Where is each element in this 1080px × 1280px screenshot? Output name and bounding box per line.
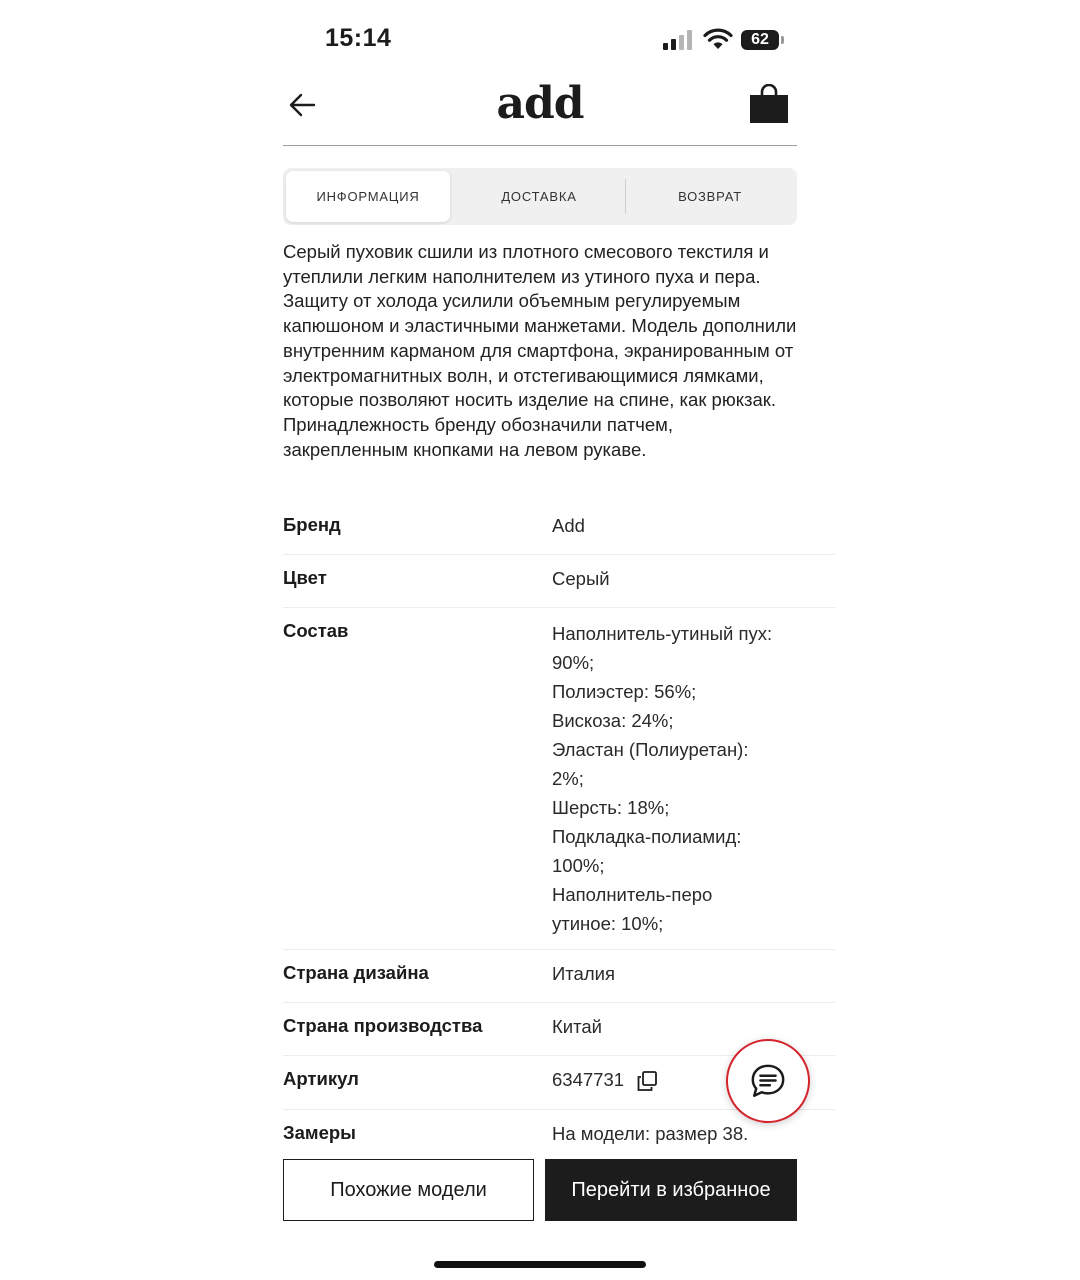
product-description: Серый пуховик сшили из плотного смесового текстиля и утеплили легким наполнителем из утиного пуха и пера. Защиту от холода усилили объемным регулируемым капюшоном и эластичными манжетами. Модель дополнили внутренним карманом для смартфона, экранированным от электромагнитных волн, и отстегивающимися лямками, которые позволяют носить изделие на спине, как рюкзак. Принадлежность бренду обозначили патчем, закрепленным кнопками на левом рукаве. — [283, 241, 797, 460]
battery-indicator: 62 — [741, 30, 779, 50]
composition-line: 100%; — [552, 855, 605, 876]
spec-row-composition — [283, 608, 835, 950]
spec-row-color — [283, 555, 835, 608]
tab-return[interactable]: ВОЗВРАТ — [678, 189, 742, 204]
composition-line: Полиэстер: 56%; — [552, 681, 697, 702]
go-to-favorites-button[interactable]: Перейти в избранное — [545, 1159, 797, 1221]
composition-line: 2%; — [552, 768, 584, 789]
spec-row-brand — [283, 502, 835, 555]
spec-key: Состав — [283, 620, 349, 641]
info-tabs — [283, 168, 797, 225]
chat-button[interactable] — [726, 1039, 810, 1123]
composition-line: Шерсть: 18%; — [552, 797, 670, 818]
composition-line: 90%; — [552, 652, 595, 673]
spec-key: Бренд — [283, 514, 341, 535]
spec-value: Add — [552, 515, 585, 536]
wifi-icon — [703, 27, 733, 51]
spec-key: Страна производства — [283, 1015, 483, 1036]
composition-line: Эластан (Полиуретан): — [552, 739, 749, 760]
composition-line: Наполнитель-утиный пух: — [552, 623, 773, 644]
copy-icon[interactable] — [636, 1070, 658, 1092]
tab-delivery[interactable]: ДОСТАВКА — [501, 189, 577, 204]
spec-key: Страна дизайна — [283, 962, 429, 983]
battery-tip — [781, 36, 784, 44]
cellular-signal-icon — [663, 30, 695, 50]
composition-line: Подкладка-полиамид: — [552, 826, 742, 847]
composition-line: утиное: 10%; — [552, 913, 664, 934]
spec-value-composition — [552, 619, 802, 938]
spec-value: Серый — [552, 568, 610, 589]
spec-value: Китай — [552, 1016, 602, 1037]
chat-bubble-icon — [749, 1062, 787, 1100]
similar-models-button[interactable]: Похожие модели — [283, 1159, 534, 1221]
home-indicator[interactable] — [434, 1261, 646, 1268]
spec-key: Артикул — [283, 1068, 359, 1089]
shopping-bag-icon[interactable] — [748, 84, 790, 124]
composition-line: Вискоза: 24%; — [552, 710, 674, 731]
status-time: 15:14 — [325, 24, 392, 52]
spec-row-design-country — [283, 950, 835, 1003]
composition-line: Наполнитель-перо — [552, 884, 713, 905]
header-divider — [283, 145, 797, 146]
spec-value: На модели: размер 38. — [552, 1123, 749, 1144]
spec-key: Цвет — [283, 567, 327, 588]
tab-information[interactable]: ИНФОРМАЦИЯ — [286, 171, 450, 222]
article-number: 6347731 — [552, 1069, 625, 1090]
spec-value: Италия — [552, 963, 615, 984]
arrow-left-icon[interactable] — [286, 88, 320, 122]
spec-key: Замеры — [283, 1122, 356, 1143]
brand-logo[interactable]: add — [496, 78, 584, 129]
